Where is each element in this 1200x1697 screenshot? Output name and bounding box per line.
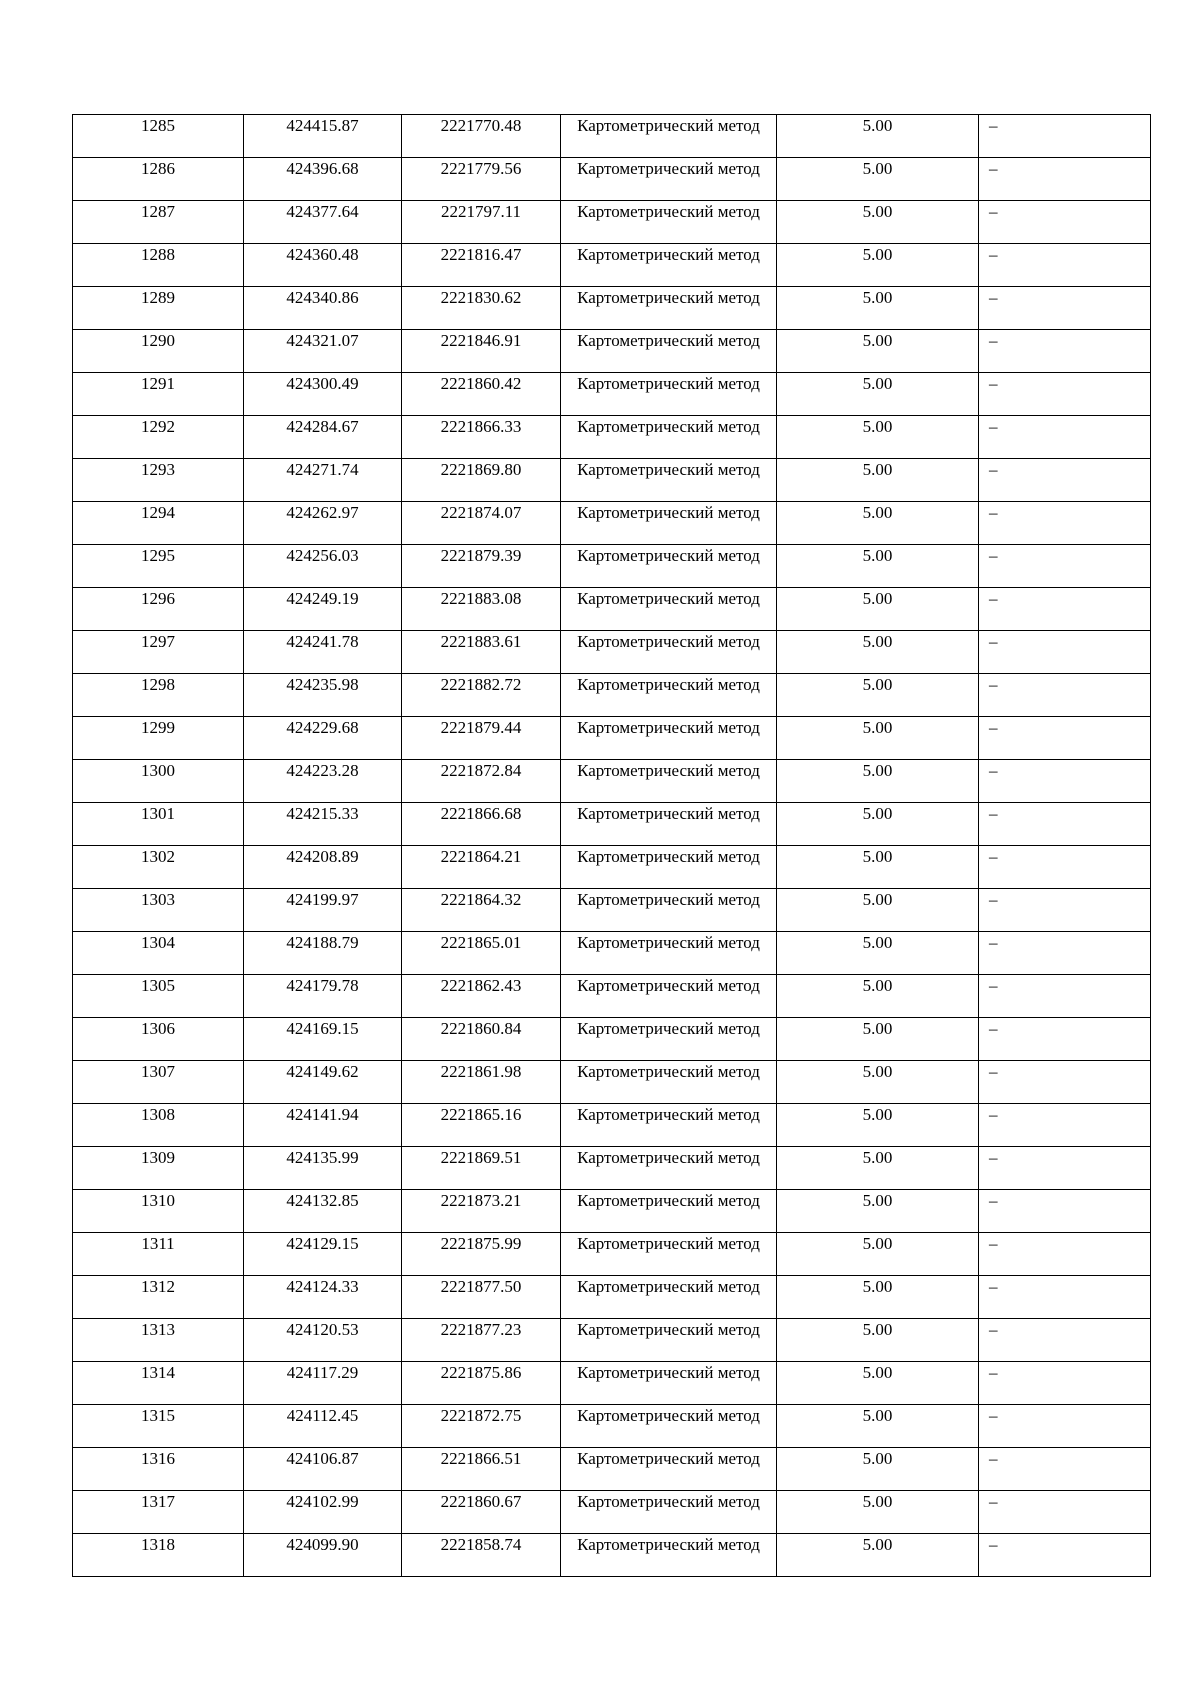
x-coordinate-cell: 424300.49	[244, 373, 402, 416]
table-row	[73, 975, 1151, 1018]
y-coordinate-cell: 2221779.56	[402, 158, 561, 201]
note-cell: –	[979, 201, 1151, 244]
precision-cell: 5.00	[777, 975, 979, 1018]
point-number-cell: 1290	[73, 330, 244, 373]
table-row	[73, 1491, 1151, 1534]
y-coordinate-cell: 2221879.39	[402, 545, 561, 588]
method-cell: Картометрический метод	[561, 846, 777, 889]
table-row	[73, 115, 1151, 158]
y-coordinate-cell: 2221872.84	[402, 760, 561, 803]
x-coordinate-cell: 424179.78	[244, 975, 402, 1018]
point-number-cell: 1310	[73, 1190, 244, 1233]
point-number-cell: 1303	[73, 889, 244, 932]
precision-cell: 5.00	[777, 1018, 979, 1061]
method-cell: Картометрический метод	[561, 1491, 777, 1534]
method-cell: Картометрический метод	[561, 502, 777, 545]
table-row	[73, 1190, 1151, 1233]
table-row	[73, 1319, 1151, 1362]
note-cell: –	[979, 330, 1151, 373]
method-cell: Картометрический метод	[561, 932, 777, 975]
precision-cell: 5.00	[777, 330, 979, 373]
y-coordinate-cell: 2221860.84	[402, 1018, 561, 1061]
table-row	[73, 1147, 1151, 1190]
precision-cell: 5.00	[777, 1104, 979, 1147]
x-coordinate-cell: 424106.87	[244, 1448, 402, 1491]
precision-cell: 5.00	[777, 1233, 979, 1276]
x-coordinate-cell: 424377.64	[244, 201, 402, 244]
y-coordinate-cell: 2221797.11	[402, 201, 561, 244]
table-row	[73, 1018, 1151, 1061]
table-row	[73, 459, 1151, 502]
precision-cell: 5.00	[777, 760, 979, 803]
note-cell: –	[979, 1190, 1151, 1233]
note-cell: –	[979, 1319, 1151, 1362]
point-number-cell: 1300	[73, 760, 244, 803]
precision-cell: 5.00	[777, 545, 979, 588]
point-number-cell: 1287	[73, 201, 244, 244]
precision-cell: 5.00	[777, 1362, 979, 1405]
y-coordinate-cell: 2221873.21	[402, 1190, 561, 1233]
y-coordinate-cell: 2221877.23	[402, 1319, 561, 1362]
point-number-cell: 1301	[73, 803, 244, 846]
method-cell: Картометрический метод	[561, 1061, 777, 1104]
note-cell: –	[979, 1061, 1151, 1104]
y-coordinate-cell: 2221883.08	[402, 588, 561, 631]
table-row	[73, 760, 1151, 803]
method-cell: Картометрический метод	[561, 287, 777, 330]
y-coordinate-cell: 2221875.86	[402, 1362, 561, 1405]
note-cell: –	[979, 1491, 1151, 1534]
method-cell: Картометрический метод	[561, 244, 777, 287]
method-cell: Картометрический метод	[561, 115, 777, 158]
note-cell: –	[979, 287, 1151, 330]
point-number-cell: 1297	[73, 631, 244, 674]
note-cell: –	[979, 889, 1151, 932]
x-coordinate-cell: 424262.97	[244, 502, 402, 545]
table-row	[73, 889, 1151, 932]
x-coordinate-cell: 424112.45	[244, 1405, 402, 1448]
precision-cell: 5.00	[777, 846, 979, 889]
precision-cell: 5.00	[777, 717, 979, 760]
point-number-cell: 1311	[73, 1233, 244, 1276]
x-coordinate-cell: 424396.68	[244, 158, 402, 201]
method-cell: Картометрический метод	[561, 416, 777, 459]
method-cell: Картометрический метод	[561, 1405, 777, 1448]
precision-cell: 5.00	[777, 244, 979, 287]
x-coordinate-cell: 424120.53	[244, 1319, 402, 1362]
note-cell: –	[979, 502, 1151, 545]
x-coordinate-cell: 424199.97	[244, 889, 402, 932]
x-coordinate-cell: 424117.29	[244, 1362, 402, 1405]
note-cell: –	[979, 631, 1151, 674]
note-cell: –	[979, 803, 1151, 846]
x-coordinate-cell: 424229.68	[244, 717, 402, 760]
y-coordinate-cell: 2221864.32	[402, 889, 561, 932]
coordinates-table-body	[73, 115, 1151, 1577]
table-row	[73, 846, 1151, 889]
note-cell: –	[979, 760, 1151, 803]
note-cell: –	[979, 674, 1151, 717]
point-number-cell: 1314	[73, 1362, 244, 1405]
table-row	[73, 1061, 1151, 1104]
point-number-cell: 1306	[73, 1018, 244, 1061]
x-coordinate-cell: 424208.89	[244, 846, 402, 889]
y-coordinate-cell: 2221860.67	[402, 1491, 561, 1534]
method-cell: Картометрический метод	[561, 1190, 777, 1233]
point-number-cell: 1298	[73, 674, 244, 717]
y-coordinate-cell: 2221883.61	[402, 631, 561, 674]
x-coordinate-cell: 424271.74	[244, 459, 402, 502]
point-number-cell: 1299	[73, 717, 244, 760]
note-cell: –	[979, 1534, 1151, 1577]
method-cell: Картометрический метод	[561, 717, 777, 760]
method-cell: Картометрический метод	[561, 889, 777, 932]
method-cell: Картометрический метод	[561, 1018, 777, 1061]
y-coordinate-cell: 2221865.16	[402, 1104, 561, 1147]
point-number-cell: 1295	[73, 545, 244, 588]
point-number-cell: 1291	[73, 373, 244, 416]
note-cell: –	[979, 975, 1151, 1018]
method-cell: Картометрический метод	[561, 674, 777, 717]
precision-cell: 5.00	[777, 1061, 979, 1104]
point-number-cell: 1316	[73, 1448, 244, 1491]
x-coordinate-cell: 424340.86	[244, 287, 402, 330]
table-row	[73, 287, 1151, 330]
y-coordinate-cell: 2221862.43	[402, 975, 561, 1018]
point-number-cell: 1302	[73, 846, 244, 889]
table-row	[73, 1362, 1151, 1405]
precision-cell: 5.00	[777, 803, 979, 846]
method-cell: Картометрический метод	[561, 1448, 777, 1491]
precision-cell: 5.00	[777, 158, 979, 201]
note-cell: –	[979, 1147, 1151, 1190]
y-coordinate-cell: 2221875.99	[402, 1233, 561, 1276]
note-cell: –	[979, 459, 1151, 502]
method-cell: Картометрический метод	[561, 545, 777, 588]
table-row	[73, 803, 1151, 846]
table-row	[73, 1276, 1151, 1319]
x-coordinate-cell: 424102.99	[244, 1491, 402, 1534]
method-cell: Картометрический метод	[561, 158, 777, 201]
x-coordinate-cell: 424235.98	[244, 674, 402, 717]
point-number-cell: 1312	[73, 1276, 244, 1319]
note-cell: –	[979, 588, 1151, 631]
precision-cell: 5.00	[777, 201, 979, 244]
note-cell: –	[979, 932, 1151, 975]
note-cell: –	[979, 717, 1151, 760]
x-coordinate-cell: 424132.85	[244, 1190, 402, 1233]
precision-cell: 5.00	[777, 502, 979, 545]
precision-cell: 5.00	[777, 287, 979, 330]
precision-cell: 5.00	[777, 932, 979, 975]
method-cell: Картометрический метод	[561, 803, 777, 846]
note-cell: –	[979, 1104, 1151, 1147]
note-cell: –	[979, 244, 1151, 287]
note-cell: –	[979, 416, 1151, 459]
x-coordinate-cell: 424415.87	[244, 115, 402, 158]
precision-cell: 5.00	[777, 1147, 979, 1190]
point-number-cell: 1318	[73, 1534, 244, 1577]
note-cell: –	[979, 373, 1151, 416]
point-number-cell: 1289	[73, 287, 244, 330]
method-cell: Картометрический метод	[561, 1233, 777, 1276]
x-coordinate-cell: 424321.07	[244, 330, 402, 373]
x-coordinate-cell: 424149.62	[244, 1061, 402, 1104]
table-row	[73, 1448, 1151, 1491]
point-number-cell: 1296	[73, 588, 244, 631]
point-number-cell: 1293	[73, 459, 244, 502]
x-coordinate-cell: 424284.67	[244, 416, 402, 459]
y-coordinate-cell: 2221879.44	[402, 717, 561, 760]
table-row	[73, 416, 1151, 459]
point-number-cell: 1292	[73, 416, 244, 459]
table-row	[73, 588, 1151, 631]
table-row	[73, 502, 1151, 545]
table-row	[73, 1104, 1151, 1147]
x-coordinate-cell: 424360.48	[244, 244, 402, 287]
y-coordinate-cell: 2221770.48	[402, 115, 561, 158]
y-coordinate-cell: 2221861.98	[402, 1061, 561, 1104]
x-coordinate-cell: 424099.90	[244, 1534, 402, 1577]
table-row	[73, 631, 1151, 674]
method-cell: Картометрический метод	[561, 631, 777, 674]
method-cell: Картометрический метод	[561, 975, 777, 1018]
precision-cell: 5.00	[777, 1276, 979, 1319]
precision-cell: 5.00	[777, 115, 979, 158]
table-row	[73, 244, 1151, 287]
point-number-cell: 1288	[73, 244, 244, 287]
y-coordinate-cell: 2221830.62	[402, 287, 561, 330]
method-cell: Картометрический метод	[561, 1534, 777, 1577]
table-row	[73, 1534, 1151, 1577]
y-coordinate-cell: 2221877.50	[402, 1276, 561, 1319]
table-row	[73, 1405, 1151, 1448]
note-cell: –	[979, 1448, 1151, 1491]
table-row	[73, 201, 1151, 244]
note-cell: –	[979, 1405, 1151, 1448]
x-coordinate-cell: 424129.15	[244, 1233, 402, 1276]
y-coordinate-cell: 2221816.47	[402, 244, 561, 287]
point-number-cell: 1285	[73, 115, 244, 158]
y-coordinate-cell: 2221882.72	[402, 674, 561, 717]
x-coordinate-cell: 424141.94	[244, 1104, 402, 1147]
precision-cell: 5.00	[777, 631, 979, 674]
x-coordinate-cell: 424124.33	[244, 1276, 402, 1319]
method-cell: Картометрический метод	[561, 1319, 777, 1362]
point-number-cell: 1308	[73, 1104, 244, 1147]
y-coordinate-cell: 2221869.80	[402, 459, 561, 502]
method-cell: Картометрический метод	[561, 1362, 777, 1405]
method-cell: Картометрический метод	[561, 760, 777, 803]
x-coordinate-cell: 424188.79	[244, 932, 402, 975]
y-coordinate-cell: 2221858.74	[402, 1534, 561, 1577]
y-coordinate-cell: 2221869.51	[402, 1147, 561, 1190]
y-coordinate-cell: 2221865.01	[402, 932, 561, 975]
note-cell: –	[979, 1276, 1151, 1319]
table-row	[73, 717, 1151, 760]
precision-cell: 5.00	[777, 1491, 979, 1534]
y-coordinate-cell: 2221846.91	[402, 330, 561, 373]
method-cell: Картометрический метод	[561, 588, 777, 631]
method-cell: Картометрический метод	[561, 1147, 777, 1190]
point-number-cell: 1313	[73, 1319, 244, 1362]
table-row	[73, 373, 1151, 416]
precision-cell: 5.00	[777, 459, 979, 502]
note-cell: –	[979, 846, 1151, 889]
precision-cell: 5.00	[777, 373, 979, 416]
note-cell: –	[979, 1362, 1151, 1405]
method-cell: Картометрический метод	[561, 459, 777, 502]
point-number-cell: 1307	[73, 1061, 244, 1104]
note-cell: –	[979, 545, 1151, 588]
point-number-cell: 1294	[73, 502, 244, 545]
x-coordinate-cell: 424241.78	[244, 631, 402, 674]
method-cell: Картометрический метод	[561, 1276, 777, 1319]
note-cell: –	[979, 158, 1151, 201]
precision-cell: 5.00	[777, 1405, 979, 1448]
method-cell: Картометрический метод	[561, 330, 777, 373]
precision-cell: 5.00	[777, 1319, 979, 1362]
table-row	[73, 158, 1151, 201]
point-number-cell: 1309	[73, 1147, 244, 1190]
note-cell: –	[979, 1233, 1151, 1276]
x-coordinate-cell: 424256.03	[244, 545, 402, 588]
x-coordinate-cell: 424135.99	[244, 1147, 402, 1190]
x-coordinate-cell: 424249.19	[244, 588, 402, 631]
table-row	[73, 1233, 1151, 1276]
x-coordinate-cell: 424223.28	[244, 760, 402, 803]
table-row	[73, 330, 1151, 373]
table-row	[73, 674, 1151, 717]
point-number-cell: 1286	[73, 158, 244, 201]
y-coordinate-cell: 2221864.21	[402, 846, 561, 889]
coordinates-table	[72, 114, 1151, 1577]
method-cell: Картометрический метод	[561, 201, 777, 244]
table-row	[73, 932, 1151, 975]
point-number-cell: 1305	[73, 975, 244, 1018]
x-coordinate-cell: 424169.15	[244, 1018, 402, 1061]
precision-cell: 5.00	[777, 416, 979, 459]
table-row	[73, 545, 1151, 588]
y-coordinate-cell: 2221860.42	[402, 373, 561, 416]
y-coordinate-cell: 2221866.33	[402, 416, 561, 459]
precision-cell: 5.00	[777, 674, 979, 717]
point-number-cell: 1304	[73, 932, 244, 975]
y-coordinate-cell: 2221874.07	[402, 502, 561, 545]
note-cell: –	[979, 115, 1151, 158]
y-coordinate-cell: 2221866.68	[402, 803, 561, 846]
y-coordinate-cell: 2221872.75	[402, 1405, 561, 1448]
precision-cell: 5.00	[777, 1190, 979, 1233]
method-cell: Картометрический метод	[561, 1104, 777, 1147]
y-coordinate-cell: 2221866.51	[402, 1448, 561, 1491]
method-cell: Картометрический метод	[561, 373, 777, 416]
point-number-cell: 1315	[73, 1405, 244, 1448]
precision-cell: 5.00	[777, 889, 979, 932]
note-cell: –	[979, 1018, 1151, 1061]
precision-cell: 5.00	[777, 588, 979, 631]
x-coordinate-cell: 424215.33	[244, 803, 402, 846]
precision-cell: 5.00	[777, 1448, 979, 1491]
precision-cell: 5.00	[777, 1534, 979, 1577]
point-number-cell: 1317	[73, 1491, 244, 1534]
